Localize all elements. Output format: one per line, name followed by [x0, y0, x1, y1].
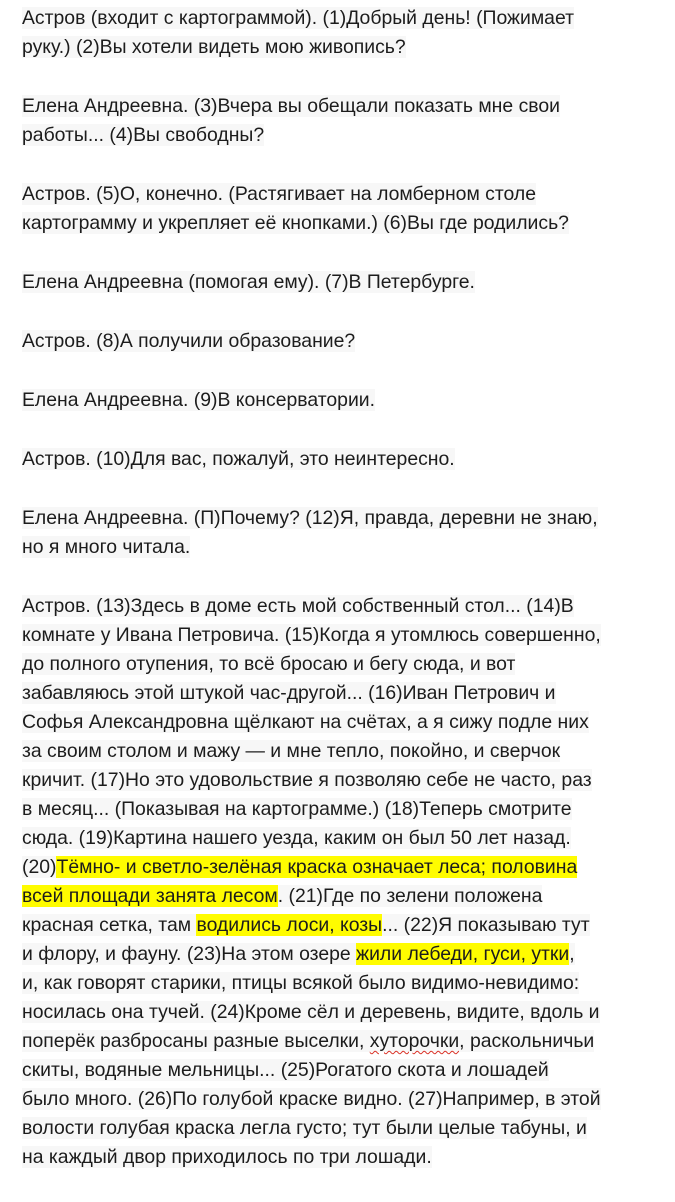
- paragraph: [22, 4, 672, 62]
- text-line: за своим столом и мажу — и мне тепло, покойно, и сверчок: [22, 740, 561, 762]
- text-line: Елена Андреевна. (9)В консерватории.: [22, 389, 375, 411]
- highlighted-text: жили лебеди, гуси, утки: [356, 943, 570, 965]
- text-line: до полного отупения, то всё бросаю и бегу сюда, и вот: [22, 653, 516, 675]
- text-line: Астров. (13)Здесь в доме есть мой собственный стол... (14)В: [22, 595, 574, 617]
- paragraph: [22, 504, 672, 562]
- text-line: и флору, и фауну. (23)На этом озере жили лебеди, гуси, утки,: [22, 943, 575, 965]
- text-line: но я много читала.: [22, 536, 191, 558]
- highlighted-text: Тёмно- и светло-зелёная краска означает леса; половина: [56, 856, 578, 878]
- text-line: Астров. (5)О, конечно. (Растягивает на ломберном столе: [22, 183, 536, 205]
- text-line: было много. (26)По голубой краске видно. (27)Например, в этой: [22, 1088, 601, 1110]
- text-line: картограмму и укрепляет её кнопками.) (6)Вы где родились?: [22, 212, 569, 234]
- text-line: Астров. (8)А получили образование?: [22, 330, 356, 352]
- text-line: и, как говорят старики, птицы всякой было видимо-невидимо:: [22, 972, 580, 994]
- paragraph: [22, 92, 672, 150]
- text-line: всей площади занята лесом. (21)Где по зелени положена: [22, 885, 543, 907]
- paragraph: [22, 386, 672, 415]
- spellcheck-underlined-word: хуторочки: [369, 1030, 460, 1052]
- text-line: в месяц... (Показывая на картограмме.) (18)Теперь смотрите: [22, 798, 572, 820]
- text-line: сюда. (19)Картина нашего уезда, каким он был 50 лет назад.: [22, 827, 571, 849]
- paragraph: [22, 180, 672, 238]
- text-line: красная сетка, там водились лоси, козы... (22)Я показываю тут: [22, 914, 590, 936]
- text-line: волости голубая краска легла густо; тут были целые табуны, и: [22, 1117, 587, 1139]
- text-line: комнате у Ивана Петровича. (15)Когда я утомлюсь совершенно,: [22, 624, 601, 646]
- text-line: работы... (4)Вы свободны?: [22, 124, 265, 146]
- paragraph: [22, 445, 672, 474]
- document-text: [22, 4, 672, 1202]
- text-line: Елена Андреевна (помогая ему). (7)В Петербурге.: [22, 271, 475, 293]
- text-line: скиты, водяные мельницы... (25)Рогатого скота и лошадей: [22, 1059, 549, 1081]
- text-line: Астров. (10)Для вас, пожалуй, это неинтересно.: [22, 448, 455, 470]
- text-line: на каждый двор приходилось по три лошади.: [22, 1146, 432, 1168]
- text-line: поперёк разбросаны разные выселки, хуторочки, раскольничьи: [22, 1030, 595, 1052]
- text-line: носилась она тучей. (24)Кроме сёл и деревень, видите, вдоль и: [22, 1001, 600, 1023]
- paragraph: [22, 268, 672, 297]
- text-line: забавляюсь этой штукой час-другой... (16)Иван Петрович и: [22, 682, 556, 704]
- highlighted-text: всей площади занята лесом: [22, 885, 278, 907]
- text-line: (20)Тёмно- и светло-зелёная краска означает леса; половина: [22, 856, 578, 878]
- text-line: кричит. (17)Но это удовольствие я позволяю себе не часто, раз: [22, 769, 592, 791]
- text-line: Елена Андреевна. (3)Вчера вы обещали показать мне свои: [22, 95, 560, 117]
- text-line: Елена Андреевна. (П)Почему? (12)Я, правда, деревни не знаю,: [22, 507, 598, 529]
- text-line: Софья Александровна щёлкают на счётах, а я сижу подле них: [22, 711, 589, 733]
- paragraph: [22, 592, 672, 1172]
- highlighted-text: водились лоси, козы: [196, 914, 383, 936]
- paragraph: [22, 327, 672, 356]
- text-line: Астров (входит с картограммой). (1)Добрый день! (Пожимает: [22, 7, 574, 29]
- text-line: руку.) (2)Вы хотели видеть мою живопись?: [22, 36, 406, 58]
